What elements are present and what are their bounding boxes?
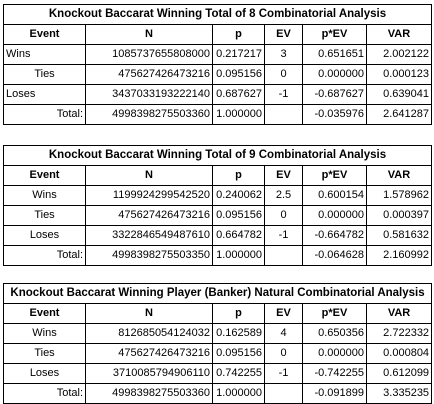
header-var: VAR (367, 166, 432, 186)
table-row-loses (4, 364, 432, 384)
header-row (4, 25, 432, 45)
pev-cell: -0.687627 (303, 85, 367, 105)
header-p: p (213, 304, 265, 324)
var-cell: 0.000804 (367, 344, 432, 364)
event-cell: Loses (4, 85, 86, 105)
table-row-ties (4, 65, 432, 85)
pev-cell: 0.650356 (303, 324, 367, 344)
header-p: p (213, 166, 265, 186)
n-cell: 812685054124032 (86, 324, 213, 344)
table-row-total (4, 246, 432, 266)
var-cell: 2.722332 (367, 324, 432, 344)
ev-cell: 0 (265, 65, 303, 85)
header-event: Event (4, 304, 86, 324)
total-label: Total: (4, 246, 86, 266)
p-cell: 0.095156 (213, 206, 265, 226)
n-cell: 3710085794906110 (86, 364, 213, 384)
header-ev: EV (265, 166, 303, 186)
ev-cell: 3 (265, 45, 303, 65)
pev-cell: 0.000000 (303, 206, 367, 226)
n-cell: 475627426473216 (86, 206, 213, 226)
event-cell: Wins (4, 45, 86, 65)
event-cell: Loses (4, 364, 86, 384)
p-cell: 0.095156 (213, 344, 265, 364)
table-row-ties (4, 206, 432, 226)
p-cell: 0.687627 (213, 85, 265, 105)
table-row-wins (4, 45, 432, 65)
var-cell: 0.639041 (367, 85, 432, 105)
ev-cell: 4 (265, 324, 303, 344)
ev-cell (265, 246, 303, 266)
p-cell: 0.742255 (213, 364, 265, 384)
pev-cell: -0.664782 (303, 226, 367, 246)
header-event: Event (4, 166, 86, 186)
var-cell: 0.000123 (367, 65, 432, 85)
total-label: Total: (4, 105, 86, 125)
n-cell: 475627426473216 (86, 65, 213, 85)
header-p: p (213, 25, 265, 45)
n-cell: 1085737655808000 (86, 45, 213, 65)
table-row-total (4, 105, 432, 125)
header-pev: p*EV (303, 304, 367, 324)
p-cell: 1.000000 (213, 246, 265, 266)
var-cell: 0.581632 (367, 226, 432, 246)
n-cell: 4998398275503360 (86, 105, 213, 125)
ev-cell: -1 (265, 364, 303, 384)
p-cell: 1.000000 (213, 384, 265, 404)
header-pev: p*EV (303, 166, 367, 186)
n-cell: 4998398275503350 (86, 246, 213, 266)
var-cell: 2.641287 (367, 105, 432, 125)
pev-cell: 0.651651 (303, 45, 367, 65)
combinatorial-table-natural (3, 283, 432, 404)
header-var: VAR (367, 25, 432, 45)
header-row (4, 166, 432, 186)
var-cell: 2.002122 (367, 45, 432, 65)
header-n: N (86, 25, 213, 45)
header-ev: EV (265, 25, 303, 45)
header-row (4, 304, 432, 324)
ev-cell: -1 (265, 226, 303, 246)
p-cell: 0.217217 (213, 45, 265, 65)
n-cell: 3437033193222140 (86, 85, 213, 105)
header-n: N (86, 304, 213, 324)
table-row-total (4, 384, 432, 404)
header-ev: EV (265, 304, 303, 324)
header-event: Event (4, 25, 86, 45)
event-cell: Wins (4, 186, 86, 206)
event-cell: Ties (4, 65, 86, 85)
n-cell: 3322846549487610 (86, 226, 213, 246)
event-cell: Ties (4, 344, 86, 364)
pev-cell: 0.600154 (303, 186, 367, 206)
var-cell: 3.335235 (367, 384, 432, 404)
pev-cell: -0.064628 (303, 246, 367, 266)
p-cell: 0.240062 (213, 186, 265, 206)
table-title: Knockout Baccarat Winning Player (Banker) Natural Combinatorial Analysis (4, 284, 432, 304)
table-row-ties (4, 344, 432, 364)
var-cell: 2.160992 (367, 246, 432, 266)
n-cell: 1199924299542520 (86, 186, 213, 206)
p-cell: 1.000000 (213, 105, 265, 125)
ev-cell: 0 (265, 344, 303, 364)
table-row-loses (4, 85, 432, 105)
event-cell: Wins (4, 324, 86, 344)
table-title: Knockout Baccarat Winning Total of 9 Combinatorial Analysis (4, 146, 432, 166)
ev-cell: -1 (265, 85, 303, 105)
var-cell: 0.612099 (367, 364, 432, 384)
pev-cell: -0.091899 (303, 384, 367, 404)
pev-cell: -0.035976 (303, 105, 367, 125)
table-row-loses (4, 226, 432, 246)
ev-cell: 0 (265, 206, 303, 226)
combinatorial-table-total-8 (3, 4, 432, 125)
var-cell: 0.000397 (367, 206, 432, 226)
pev-cell: 0.000000 (303, 65, 367, 85)
var-cell: 1.578962 (367, 186, 432, 206)
table-row-wins (4, 324, 432, 344)
n-cell: 4998398275503360 (86, 384, 213, 404)
ev-cell: 2.5 (265, 186, 303, 206)
event-cell: Loses (4, 226, 86, 246)
pev-cell: 0.000000 (303, 344, 367, 364)
header-var: VAR (367, 304, 432, 324)
p-cell: 0.095156 (213, 65, 265, 85)
p-cell: 0.162589 (213, 324, 265, 344)
p-cell: 0.664782 (213, 226, 265, 246)
n-cell: 475627426473216 (86, 344, 213, 364)
ev-cell (265, 384, 303, 404)
table-title: Knockout Baccarat Winning Total of 8 Combinatorial Analysis (4, 5, 432, 25)
header-pev: p*EV (303, 25, 367, 45)
ev-cell (265, 105, 303, 125)
combinatorial-table-total-9 (3, 145, 432, 266)
table-row-wins (4, 186, 432, 206)
pev-cell: -0.742255 (303, 364, 367, 384)
total-label: Total: (4, 384, 86, 404)
event-cell: Ties (4, 206, 86, 226)
header-n: N (86, 166, 213, 186)
